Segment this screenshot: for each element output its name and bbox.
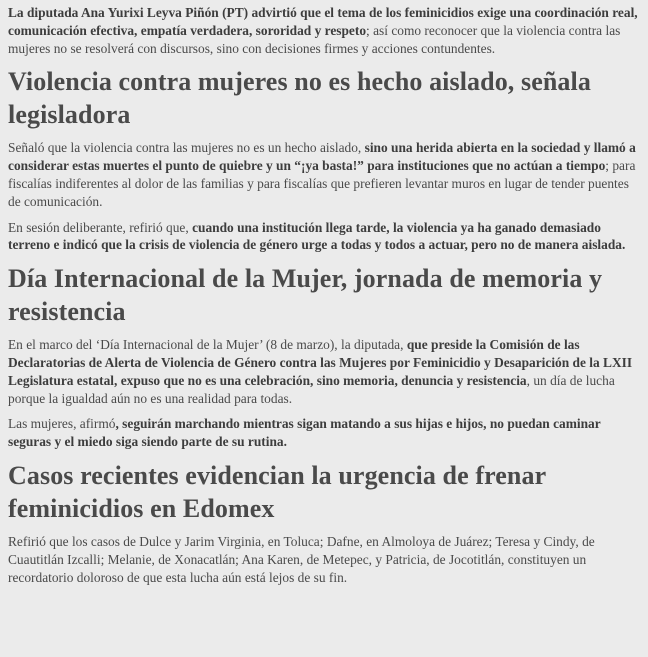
text-segment: Las mujeres, afirmó [8,416,116,432]
section-heading-violencia: Violencia contra mujeres no es hecho aislado, señala legisladora [8,67,591,130]
section2-paragraph-1 [8,336,640,407]
text-segment: Señaló que la violencia contra las mujeres no es un hecho aislado, [8,140,365,156]
section1-paragraph-2 [8,219,640,255]
text-segment: En el marco del ‘Día Internacional de la Mujer’ (8 de marzo), la diputada, [8,337,407,353]
section3-paragraph-1: Refirió que los casos de Dulce y Jarim Virginia, en Toluca; Dafne, en Almoloya de Juárez; Teresa y Cindy, de Cuautitlán Izcalli; Melanie, de Xonacatlán; Ana Karen, de Metepec, y Patricia, de Jocotitlán, constituyen un recordatorio doloroso de que esta lucha aún está lejos de su fin. [8,533,595,585]
bold-segment: cuando una institución llega tarde, la violencia ya ha ganado demasiado terreno e indicó que la crisis de violencia de género urge a todas y todos a actuar, pero no de manera aislada. [8,219,626,253]
intro-text: ; así como reconocer que la violencia contra las mujeres no se resolverá con discursos, sino con decisiones firmes y acciones contundentes. [8,22,621,56]
text-segment: ; para fiscalías indiferentes al dolor de las familias y para fiscalías que prefieren levantar muros en lugar de tender puentes de comunicación. [8,158,636,209]
bold-segment: , seguirán marchando mientras sigan matando a sus hijas e hijos, no puedan caminar seguras y el miedo siga siendo parte de su rutina. [8,416,601,450]
section2-paragraph-2 [8,415,640,451]
section-heading-casos: Casos recientes evidencian la urgencia de frenar feminicidios en Edomex [8,460,546,523]
intro-bold: La diputada Ana Yurixi Leyva Piñón (PT) advirtió que el tema de los feminicidios exige una coordinación real, comunicación efectiva, empatía verdadera, sororidad y respeto [8,5,638,38]
bold-segment: que preside la Comisión de las Declaratorias de Alerta de Violencia de Género contra las Mujeres por Feminicidio y Desaparición de la LXII Legislatura estatal, expuso que no es una celebración, sino memoria, denuncia y resistencia [8,337,633,388]
section-heading-dia-mujer: Día Internacional de la Mujer, jornada de memoria y resistencia [8,264,603,327]
bold-segment: sino una herida abierta en la sociedad y llamó a considerar estas muertes el punto de quiebre y un “¡ya basta!” para instituciones que no actúan a tiempo [8,140,636,174]
text-segment: En sesión deliberante, refirió que, [8,219,193,235]
text-segment: , un día de lucha porque la igualdad aún no es una realidad para todas. [8,372,615,406]
intro-paragraph [8,4,640,57]
section1-paragraph-1 [8,139,640,210]
